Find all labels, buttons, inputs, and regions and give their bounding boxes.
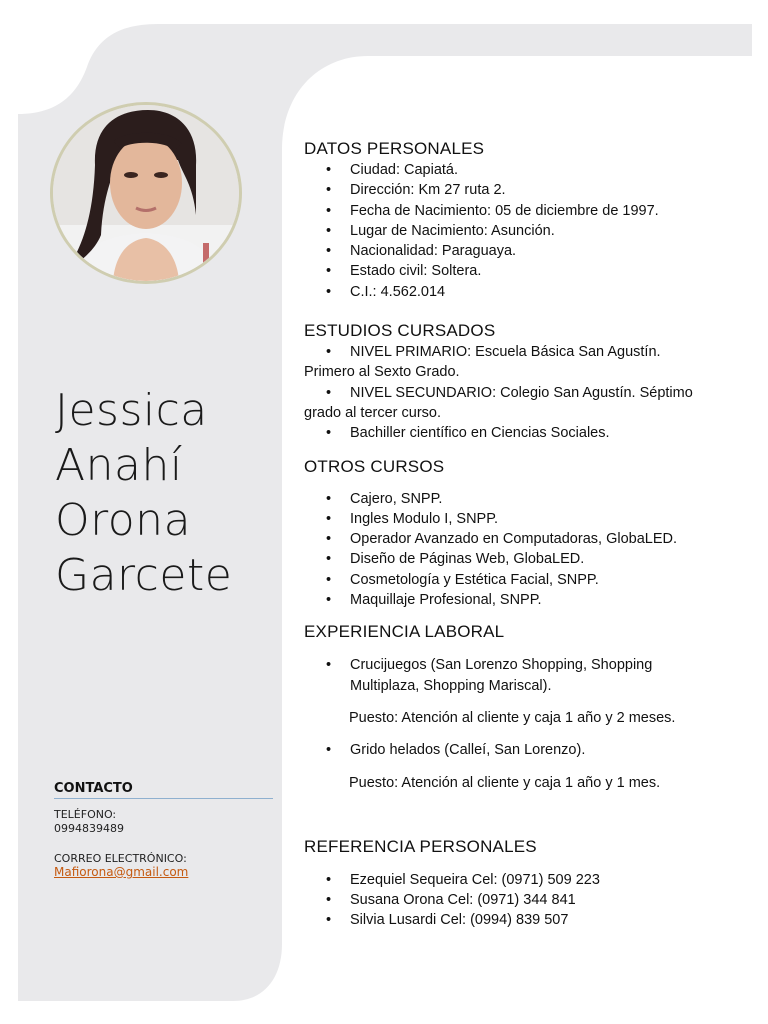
list-item: • Maquillaje Profesional, SNPP. — [304, 590, 734, 610]
datos-personales-list — [304, 160, 734, 302]
estudios-heading: ESTUDIOS CURSADOS — [304, 321, 496, 341]
list-item: • Susana Orona Cel: (0971) 344 841 — [304, 890, 734, 910]
profile-photo — [50, 102, 242, 284]
list-item: • Operador Avanzado en Computadoras, GlobaLED. — [304, 529, 734, 549]
list-item: • Ingles Modulo I, SNPP. — [304, 509, 734, 529]
phone-label: TELÉFONO: — [54, 808, 117, 821]
experiencia-heading: EXPERIENCIA LABORAL — [304, 622, 505, 642]
job-puesto: Puesto: Atención al cliente y caja 1 año y 1 mes. — [349, 774, 661, 791]
list-item: • NIVEL PRIMARIO: Escuela Básica San Agustín. Primero al Sexto Grado. — [304, 342, 704, 383]
contact-heading: CONTACTO — [54, 781, 273, 799]
list-item: • Cajero, SNPP. — [304, 489, 734, 509]
list-item: • Fecha de Nacimiento: 05 de diciembre de 1997. — [304, 201, 734, 221]
otros-cursos-heading: OTROS CURSOS — [304, 456, 445, 476]
main-content — [304, 138, 734, 931]
otros-cursos-list — [304, 489, 734, 611]
name-line-3: Orona — [55, 495, 192, 546]
estudios-list — [304, 342, 734, 443]
name-line-4: Garcete — [55, 550, 233, 601]
list-item: • Dirección: Km 27 ruta 2. — [304, 180, 734, 200]
experiencia-list — [304, 655, 734, 696]
job-place: • Crucijuegos (San Lorenzo Shopping, Shopping Multiplaza, Shopping Mariscal). — [304, 655, 690, 696]
list-item: • Silvia Lusardi Cel: (0994) 839 507 — [304, 910, 734, 930]
list-item: • Nacionalidad: Paraguaya. — [304, 241, 734, 261]
list-item: • Cosmetología y Estética Facial, SNPP. — [304, 570, 734, 590]
phone-number: 0994839489 — [54, 822, 124, 835]
contact-section — [54, 781, 273, 879]
list-item: • Ciudad: Capiatá. — [304, 160, 734, 180]
list-item: • NIVEL SECUNDARIO: Colegio San Agustín. Séptimo grado al tercer curso. — [304, 383, 704, 424]
list-item: • C.I.: 4.562.014 — [304, 282, 734, 302]
job-place: • Grido helados (Calleí, San Lorenzo). — [304, 740, 734, 760]
list-item: • Diseño de Páginas Web, GlobaLED. — [304, 549, 734, 569]
list-item: • Bachiller científico en Ciencias Sociales. — [304, 423, 734, 443]
referencias-heading: REFERENCIA PERSONALES — [304, 836, 537, 856]
list-item: • Ezequiel Sequeira Cel: (0971) 509 223 — [304, 870, 734, 890]
datos-personales-heading: DATOS PERSONALES — [304, 139, 485, 158]
name-line-1: Jessica — [55, 385, 208, 436]
list-item: • Estado civil: Soltera. — [304, 261, 734, 281]
candidate-name — [55, 383, 232, 603]
name-line-2: Anahí — [55, 440, 183, 491]
email-label: CORREO ELECTRÓNICO: — [54, 852, 187, 865]
list-item: • Lugar de Nacimiento: Asunción. — [304, 221, 734, 241]
job-puesto: Puesto: Atención al cliente y caja 1 año y 2 meses. — [349, 709, 676, 726]
email-link[interactable]: Mafiorona@gmail.com — [54, 865, 189, 879]
experiencia-list-2 — [304, 740, 734, 760]
referencias-list — [304, 870, 734, 931]
